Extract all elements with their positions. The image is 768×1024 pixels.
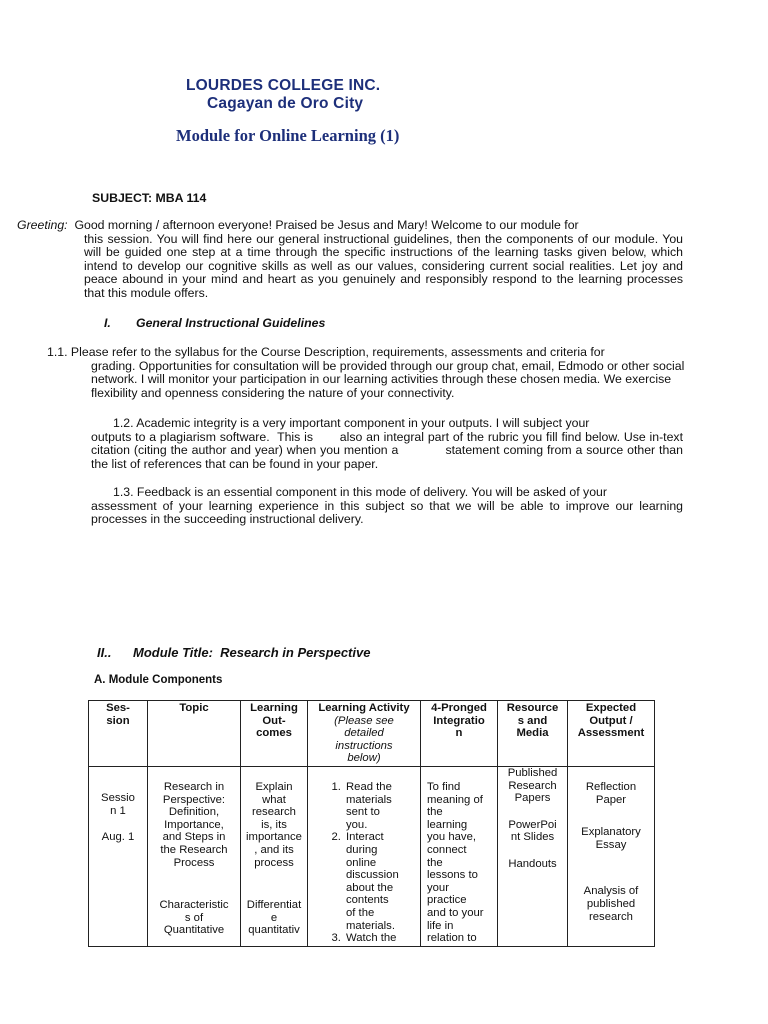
greeting-paragraph [17, 219, 683, 301]
module-components-label: A. Module Components [94, 674, 223, 686]
outcome-1: Explain what research is, its importance , and its process [246, 780, 302, 869]
greeting-label: Greeting: [17, 218, 68, 232]
cell-session [89, 766, 148, 946]
activity-item: 2. Interact during online discussion about the contents of the materials. [344, 831, 417, 932]
guideline-1-3-first: 1.3. Feedback is an essential component in this mode of delivery. You will be asked of your [113, 485, 607, 499]
college-city: Cagayan de Oro City [207, 95, 364, 112]
header-learning-outcomes: Learning Out- comes [241, 701, 308, 767]
greeting-body: this session. You will find here our general instructional guidelines, then the components of our module. You will be guided one step at a time through the specific instructions of the learning tasks given below, which intend to develop our cognitive skills as well as our values, considering current social realities. Let joy and peace abound in your mind and heart as you genuinely and responsibly respond to the learning processes that this module offers. [84, 231, 683, 300]
activity-list [311, 781, 417, 945]
cell-outcomes [241, 766, 308, 946]
topic-1: Research in Perspective: Definition, Importance, and Steps in the Research Process [160, 780, 228, 869]
resource-item: Published Research Papers [507, 766, 558, 805]
header-topic: Topic [148, 701, 241, 767]
section-1-number: I. [104, 316, 111, 330]
guideline-1-2 [91, 416, 687, 471]
header-activity-note: (Please see detailed instructions below) [334, 714, 394, 765]
guideline-1-1-first: 1.1. Please refer to the syllabus for the Course Description, requirements, assessments and criteria for [47, 345, 605, 359]
header-integration: 4-Pronged Integratio n [421, 701, 498, 767]
header-expected-output: Expected Output / Assessment [568, 701, 655, 767]
college-name: LOURDES COLLEGE INC. [186, 77, 381, 94]
table-header-row [89, 701, 655, 767]
module-components-table [88, 700, 655, 947]
subject-line: SUBJECT: MBA 114 [92, 191, 207, 205]
cell-expected-output [568, 766, 655, 946]
section-1-heading [104, 317, 325, 331]
cell-activities [308, 766, 421, 946]
greeting-first-line: Good morning / afternoon everyone! Praised be Jesus and Mary! Welcome to our module for [74, 218, 579, 232]
table-row [89, 766, 655, 946]
section-2-heading [97, 646, 370, 660]
cell-integration [421, 766, 498, 946]
session-date: Aug. 1 [101, 831, 135, 844]
topic-2: Characteristic s of Quantitative [159, 899, 229, 937]
header-resources: Resource s and Media [498, 701, 568, 767]
session-label: Sessio n 1 [101, 791, 135, 817]
outcome-2: Differentiat e quantitativ [246, 899, 302, 937]
activity-item: 1. Read the materials sent to you. [344, 781, 417, 831]
guideline-1-2-rest: outputs to a plagiarism software. This is also an integral part of the rubric you fill find below. Use in-text citation (citing the author and year) when you mention a statement coming from a source other than the list of references that can be found in your paper. [91, 429, 687, 471]
section-2-number: II.. [97, 645, 112, 660]
module-title: Module for Online Learning (1) [176, 126, 400, 145]
guideline-1-3-rest: assessment of your learning experience in this subject so that we will be able to improve our learning processes in the succeeding instructional delivery. [91, 498, 683, 527]
output-item: Analysis of published research [583, 885, 639, 923]
integration-text: To find meaning of the learning you have, connect the lessons to your practice and to your life in relation to [427, 780, 484, 945]
header-learning-activity: Learning Activity (Please see detailed instructions below) [308, 701, 421, 767]
resource-item: Handouts [508, 857, 557, 870]
guideline-1-2-first: 1.2. Academic integrity is a very important component in your outputs. I will subject your [113, 416, 590, 430]
cell-topic [148, 766, 241, 946]
output-item: Reflection Paper [585, 780, 637, 806]
guideline-1-3 [91, 486, 683, 527]
activity-item: 3. Watch the [344, 932, 417, 945]
resource-item: PowerPoi nt Slides [508, 818, 557, 844]
output-item: Explanatory Essay [581, 826, 641, 851]
section-1-title: General Instructional Guidelines [136, 316, 326, 330]
section-2-title: Module Title: Research in Perspective [133, 645, 371, 660]
cell-resources [498, 766, 568, 946]
guideline-1-1 [47, 346, 687, 400]
header-session: Ses- sion [89, 701, 148, 767]
guideline-1-1-rest: grading. Opportunities for consultation will be provided through our group chat, email, Edmodo or other social network. I will monitor your participation in our learning activities through these chosen media. We exercise flexibility and openness considering the nature of your connectivity. [91, 358, 685, 400]
